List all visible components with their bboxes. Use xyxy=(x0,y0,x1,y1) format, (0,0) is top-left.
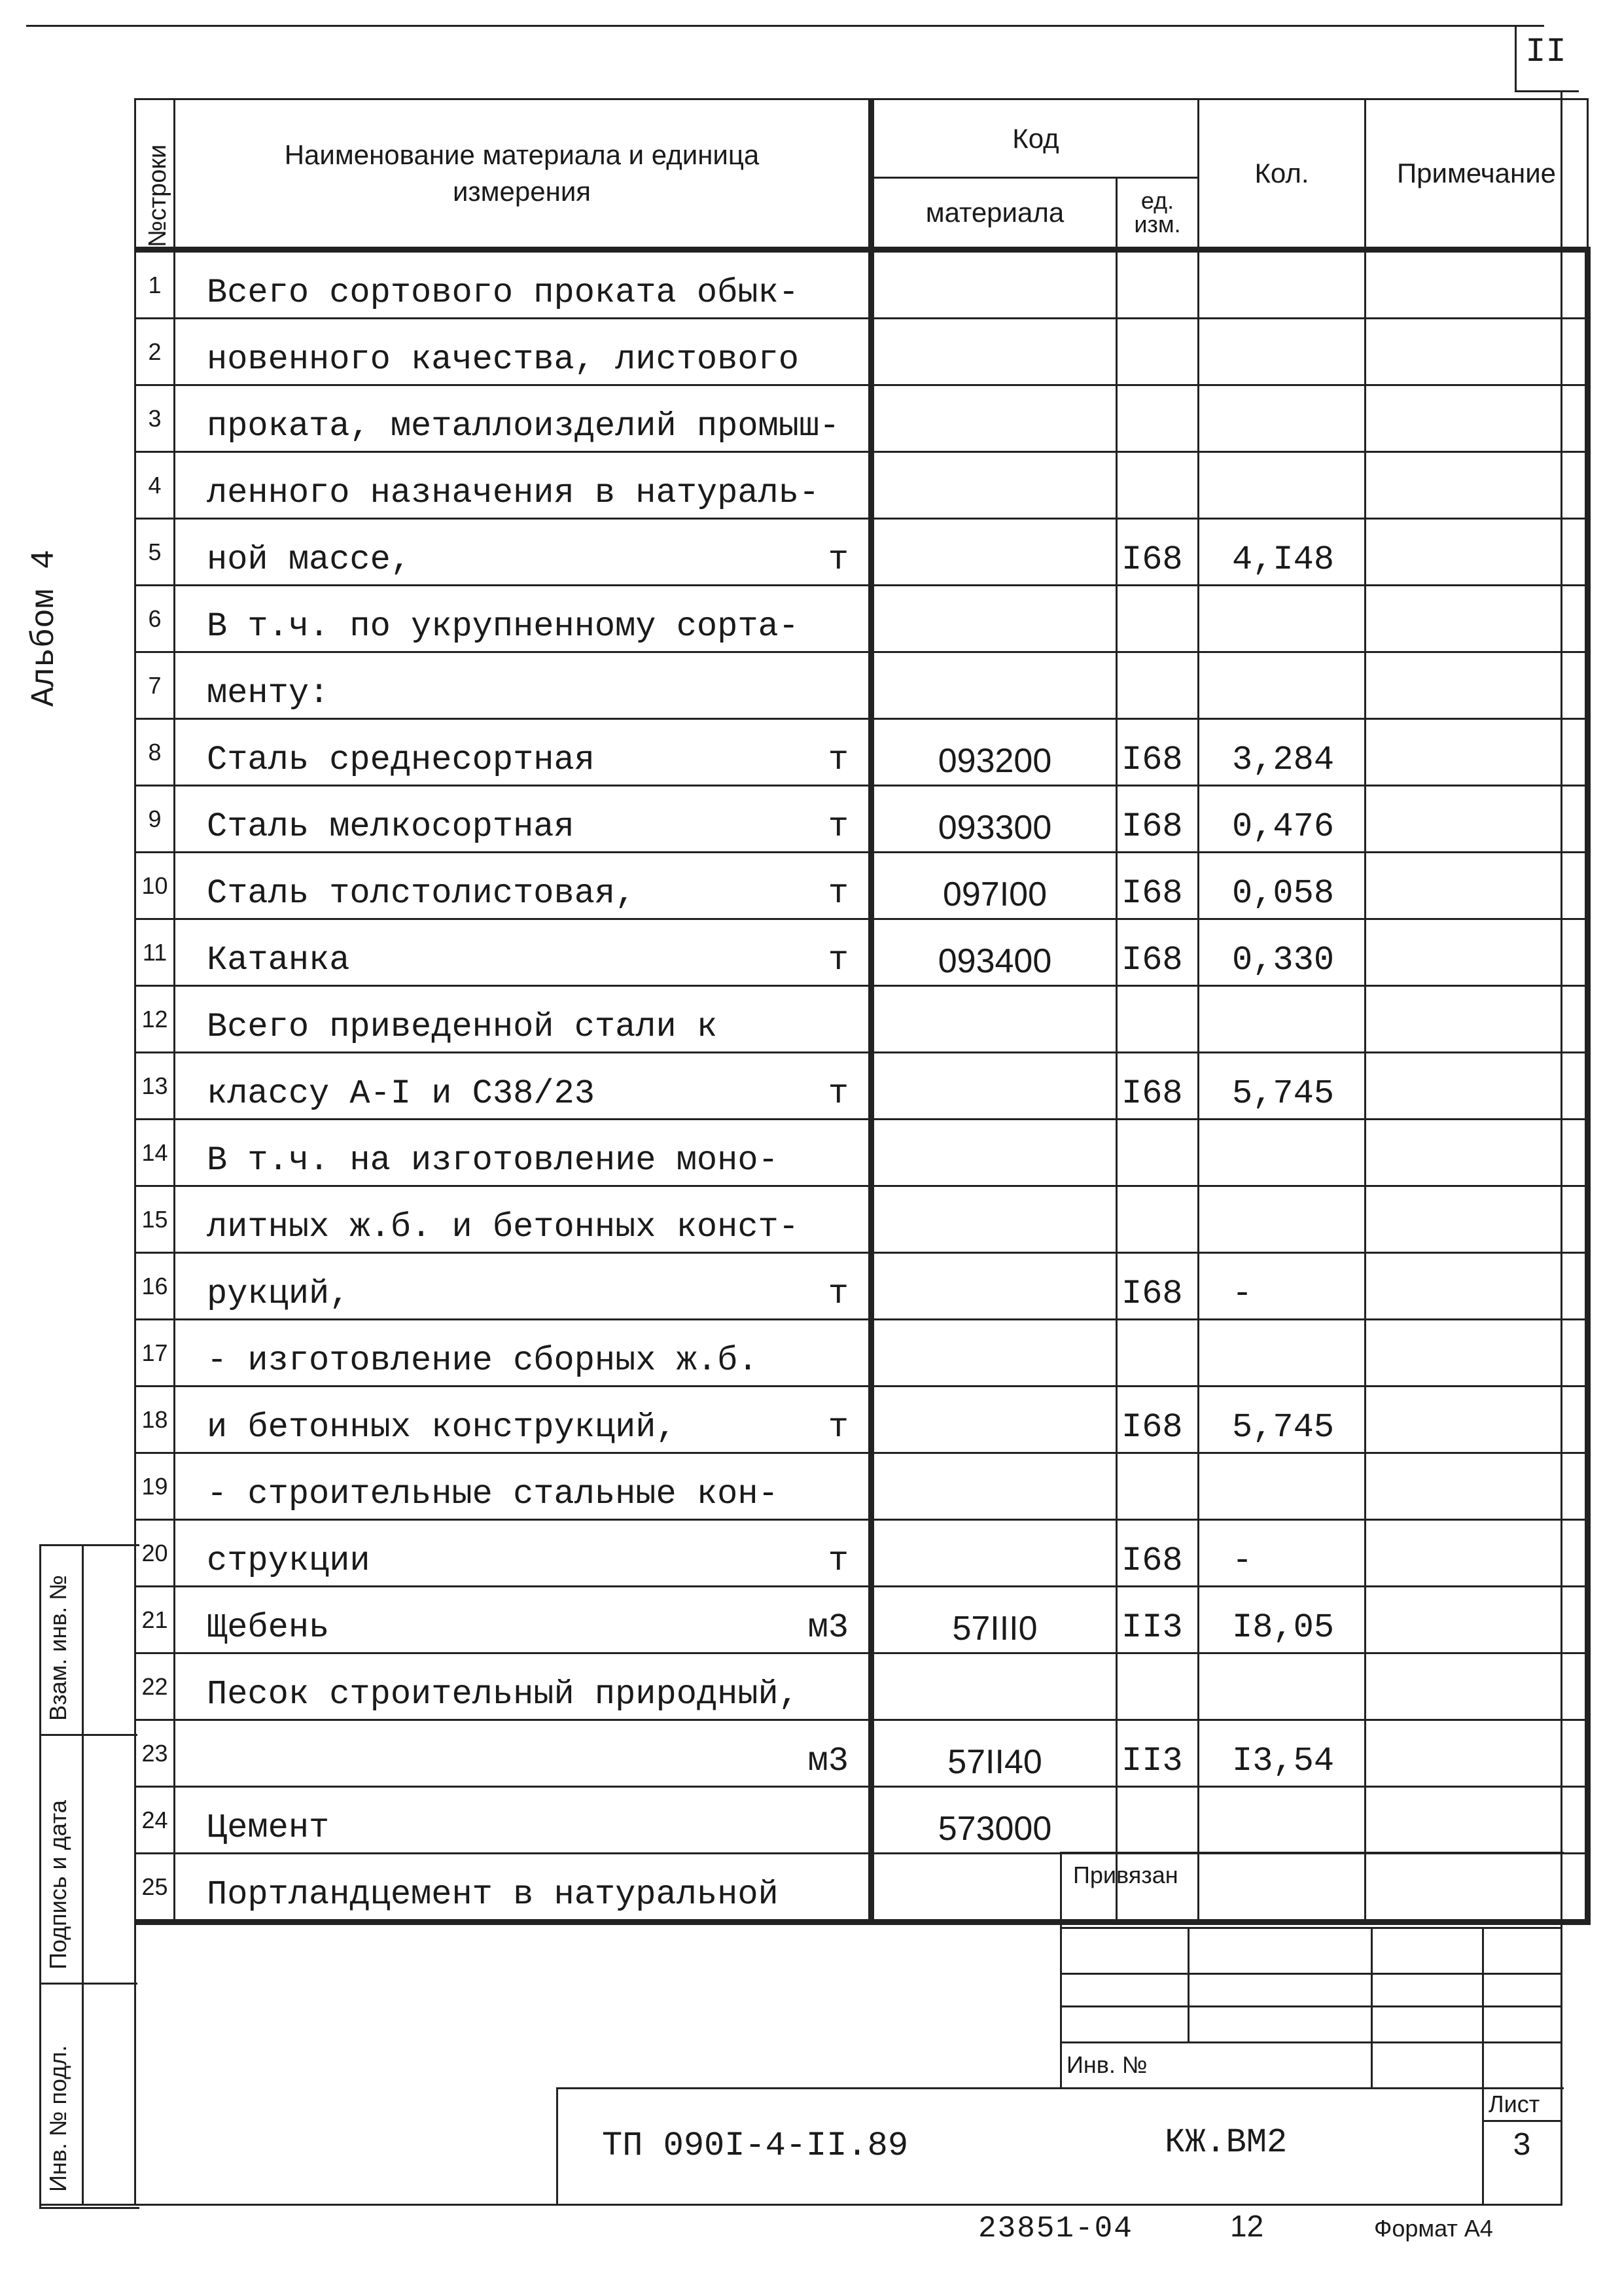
table-row xyxy=(135,1587,1588,1653)
material-code xyxy=(872,586,1117,652)
quantity: 4,I48 xyxy=(1199,519,1366,586)
row-number: 10 xyxy=(135,853,175,919)
material-name: Катанка xyxy=(207,941,350,980)
material-code: 57II40 xyxy=(872,1720,1117,1787)
material-name: Щебень xyxy=(207,1608,330,1647)
material-name: и бетонных конструкций, xyxy=(207,1408,677,1447)
unit-code xyxy=(1117,1453,1199,1520)
materials-table xyxy=(134,98,1591,1925)
quantity xyxy=(1199,250,1366,319)
material-code xyxy=(872,319,1117,385)
material-code xyxy=(872,385,1117,452)
quantity xyxy=(1199,1653,1366,1720)
note xyxy=(1366,452,1588,519)
side-stamp-separator xyxy=(39,1734,137,1736)
row-number: 24 xyxy=(135,1787,175,1854)
material-name-cell xyxy=(175,652,872,719)
row-number: 16 xyxy=(135,1253,175,1320)
note xyxy=(1366,1587,1588,1653)
table-row xyxy=(135,1253,1588,1320)
material-name-cell xyxy=(175,452,872,519)
table-row xyxy=(135,1453,1588,1520)
unit-code: I68 xyxy=(1117,853,1199,919)
side-stamp-separator xyxy=(39,1983,137,1985)
material-name: ной массе, xyxy=(207,540,412,579)
material-code: 097I00 xyxy=(872,853,1117,919)
material-unit: т xyxy=(828,1542,849,1580)
material-name: Всего сортового проката обык- xyxy=(207,274,799,312)
quantity: - xyxy=(1199,1253,1366,1320)
quantity: 0,476 xyxy=(1199,786,1366,853)
unit-code: II3 xyxy=(1117,1587,1199,1653)
unit-code: I68 xyxy=(1117,719,1199,786)
quantity xyxy=(1199,1120,1366,1186)
table-row xyxy=(135,519,1588,586)
material-name-cell xyxy=(175,719,872,786)
unit-code xyxy=(1117,1320,1199,1386)
header-qty: Кол. xyxy=(1199,99,1366,250)
quantity: 0,058 xyxy=(1199,853,1366,919)
table-row xyxy=(135,452,1588,519)
quantity xyxy=(1199,586,1366,652)
material-code xyxy=(872,1186,1117,1253)
top-frame-line xyxy=(26,25,1544,27)
material-code xyxy=(872,1053,1117,1120)
material-name-cell xyxy=(175,519,872,586)
footer-page-number: 12 xyxy=(1230,2209,1264,2243)
material-name: проката, металлоизделий промыш- xyxy=(207,407,840,446)
material-code xyxy=(872,1320,1117,1386)
note xyxy=(1366,1053,1588,1120)
material-unit: м3 xyxy=(807,1608,849,1647)
table-row xyxy=(135,1386,1588,1453)
row-number: 12 xyxy=(135,986,175,1053)
quantity xyxy=(1199,1453,1366,1520)
quantity xyxy=(1199,1186,1366,1253)
note xyxy=(1366,519,1588,586)
table-row xyxy=(135,1653,1588,1720)
material-code xyxy=(872,452,1117,519)
quantity xyxy=(1199,319,1366,385)
unit-code xyxy=(1117,986,1199,1053)
material-name-cell xyxy=(175,1854,872,1922)
bound-grid-line xyxy=(1060,2005,1562,2007)
album-label: Альбом 4 xyxy=(26,549,63,707)
quantity xyxy=(1199,1320,1366,1386)
material-name: Портландцемент в натуральной xyxy=(207,1875,779,1914)
material-name-cell xyxy=(175,1653,872,1720)
material-code xyxy=(872,1453,1117,1520)
header-code: Код xyxy=(872,99,1199,178)
sheet-number: 3 xyxy=(1513,2127,1531,2162)
quantity xyxy=(1199,452,1366,519)
bound-grid-line xyxy=(1060,1973,1562,1975)
material-name-cell xyxy=(175,1453,872,1520)
unit-code xyxy=(1117,1186,1199,1253)
quantity: I8,05 xyxy=(1199,1587,1366,1653)
unit-code: II3 xyxy=(1117,1720,1199,1787)
unit-code xyxy=(1117,1653,1199,1720)
row-number: 13 xyxy=(135,1053,175,1120)
unit-code xyxy=(1117,1120,1199,1186)
material-name-cell xyxy=(175,986,872,1053)
unit-code: I68 xyxy=(1117,1253,1199,1320)
material-name-cell xyxy=(175,1120,872,1186)
material-name: В т.ч. на изготовление моно- xyxy=(207,1141,779,1180)
material-name: литных ж.б. и бетонных конст- xyxy=(207,1208,799,1246)
table-row xyxy=(135,1120,1588,1186)
quantity: 3,284 xyxy=(1199,719,1366,786)
table-row xyxy=(135,1520,1588,1587)
material-name-cell xyxy=(175,586,872,652)
row-number: 22 xyxy=(135,1653,175,1720)
material-name-cell xyxy=(175,1787,872,1854)
table-row xyxy=(135,385,1588,452)
unit-code xyxy=(1117,319,1199,385)
bound-grid-line xyxy=(1060,2041,1562,2043)
row-number: 6 xyxy=(135,586,175,652)
row-number: 20 xyxy=(135,1520,175,1587)
material-unit: т xyxy=(828,1275,849,1313)
footer-format: Формат А4 xyxy=(1374,2215,1493,2242)
material-unit: т xyxy=(828,1408,849,1447)
quantity: 5,745 xyxy=(1199,1386,1366,1453)
material-name: новенного качества, листового xyxy=(207,340,799,379)
row-number: 8 xyxy=(135,719,175,786)
row-number: 5 xyxy=(135,519,175,586)
note xyxy=(1366,1720,1588,1787)
note xyxy=(1366,586,1588,652)
note xyxy=(1366,1653,1588,1720)
material-unit: т xyxy=(828,540,849,579)
unit-code xyxy=(1117,385,1199,452)
unit-code xyxy=(1117,1787,1199,1854)
note xyxy=(1366,986,1588,1053)
material-name-cell xyxy=(175,250,872,319)
material-name-cell xyxy=(175,1053,872,1120)
row-number: 11 xyxy=(135,919,175,986)
side-label-sign: Подпись и дата xyxy=(44,1800,71,1969)
material-code: 093400 xyxy=(872,919,1117,986)
footer-inventory-number: 23851-04 xyxy=(978,2212,1133,2246)
material-name-cell xyxy=(175,786,872,853)
row-number: 7 xyxy=(135,652,175,719)
note xyxy=(1366,786,1588,853)
unit-code xyxy=(1117,586,1199,652)
material-code xyxy=(872,250,1117,319)
material-code: 093200 xyxy=(872,719,1117,786)
material-code xyxy=(872,652,1117,719)
material-name: менту: xyxy=(207,674,330,713)
sheet-label: Лист xyxy=(1489,2091,1540,2117)
quantity xyxy=(1199,652,1366,719)
material-name-cell xyxy=(175,1587,872,1653)
row-number: 19 xyxy=(135,1453,175,1520)
header-row-number: №строки xyxy=(135,99,175,250)
material-unit: т xyxy=(828,741,849,779)
header-name: Наименование материала и единица измерения xyxy=(175,99,872,250)
material-name: Песок строительный природный, xyxy=(207,1675,799,1714)
side-stamp-divider xyxy=(82,1544,84,2205)
unit-code: I68 xyxy=(1117,1053,1199,1120)
table-row xyxy=(135,319,1588,385)
material-unit: т xyxy=(828,874,849,913)
note xyxy=(1366,1320,1588,1386)
note xyxy=(1366,1520,1588,1587)
unit-code: I68 xyxy=(1117,786,1199,853)
document-code: ТП 090I-4-II.89 xyxy=(602,2127,909,2165)
material-name: Сталь среднесортная xyxy=(207,741,595,779)
quantity xyxy=(1199,385,1366,452)
note xyxy=(1366,919,1588,986)
material-code xyxy=(872,1120,1117,1186)
note xyxy=(1366,1186,1588,1253)
row-number: 18 xyxy=(135,1386,175,1453)
material-name-cell xyxy=(175,1386,872,1453)
row-number: 23 xyxy=(135,1720,175,1787)
material-name-cell xyxy=(175,1520,872,1587)
material-name-cell xyxy=(175,853,872,919)
material-code xyxy=(872,1653,1117,1720)
table-row xyxy=(135,586,1588,652)
quantity: I3,54 xyxy=(1199,1720,1366,1787)
note xyxy=(1366,1253,1588,1320)
material-name-cell xyxy=(175,1720,872,1787)
material-name: Всего приведенной стали к xyxy=(207,1008,718,1046)
table-row xyxy=(135,1787,1588,1854)
note xyxy=(1366,1787,1588,1854)
note xyxy=(1366,1386,1588,1453)
quantity xyxy=(1199,1787,1366,1854)
table-row xyxy=(135,919,1588,986)
table-row xyxy=(135,1720,1588,1787)
table-row xyxy=(135,719,1588,786)
material-name-cell xyxy=(175,1320,872,1386)
row-number: 9 xyxy=(135,786,175,853)
header-material-code: материала xyxy=(872,178,1117,250)
row-number: 3 xyxy=(135,385,175,452)
corner-number: II xyxy=(1525,33,1566,71)
header-unit-code: ед. изм. xyxy=(1117,178,1199,250)
table-row xyxy=(135,853,1588,919)
quantity: 5,745 xyxy=(1199,1053,1366,1120)
material-name: Сталь мелкосортная xyxy=(207,807,574,846)
note xyxy=(1366,719,1588,786)
row-number: 2 xyxy=(135,319,175,385)
note xyxy=(1366,1120,1588,1186)
note xyxy=(1366,652,1588,719)
material-name: ленного назначения в натураль- xyxy=(207,474,820,512)
material-code xyxy=(872,519,1117,586)
unit-code xyxy=(1117,250,1199,319)
note xyxy=(1366,319,1588,385)
material-unit: т xyxy=(828,807,849,846)
left-frame-line xyxy=(134,1793,136,2205)
unit-code: I68 xyxy=(1117,1386,1199,1453)
table-row xyxy=(135,250,1588,319)
unit-code: I68 xyxy=(1117,1520,1199,1587)
note xyxy=(1366,1453,1588,1520)
material-name: Сталь толстолистовая, xyxy=(207,874,636,913)
unit-code: I68 xyxy=(1117,919,1199,986)
row-number: 4 xyxy=(135,452,175,519)
document-mark: КЖ.ВМ2 xyxy=(1165,2123,1288,2162)
material-name: В т.ч. по укрупненному сорта- xyxy=(207,607,799,646)
note xyxy=(1366,385,1588,452)
unit-code xyxy=(1117,452,1199,519)
material-unit: м3 xyxy=(807,1742,849,1780)
table-row xyxy=(135,1053,1588,1120)
note xyxy=(1366,250,1588,319)
material-name-cell xyxy=(175,1253,872,1320)
material-code: 093300 xyxy=(872,786,1117,853)
table-row xyxy=(135,1186,1588,1253)
bound-grid-line xyxy=(1371,1927,1373,2087)
material-code xyxy=(872,1253,1117,1320)
material-code: 573000 xyxy=(872,1787,1117,1854)
table-row xyxy=(135,1320,1588,1386)
note xyxy=(1366,853,1588,919)
side-label-vzam: Взам. инв. № xyxy=(44,1574,71,1721)
material-name: Цемент xyxy=(207,1809,330,1847)
unit-code xyxy=(1117,652,1199,719)
table-body xyxy=(135,250,1588,1922)
material-code xyxy=(872,986,1117,1053)
bound-grid-line xyxy=(1060,1927,1562,1929)
quantity: 0,330 xyxy=(1199,919,1366,986)
material-name-cell xyxy=(175,1186,872,1253)
material-name-cell xyxy=(175,919,872,986)
quantity: - xyxy=(1199,1520,1366,1587)
quantity xyxy=(1199,986,1366,1053)
table-row xyxy=(135,986,1588,1053)
material-name: классу А-I и С38/23 xyxy=(207,1074,595,1113)
inv-number-label: Инв. № xyxy=(1067,2051,1148,2078)
material-name-cell xyxy=(175,319,872,385)
row-number: 21 xyxy=(135,1587,175,1653)
unit-code: I68 xyxy=(1117,519,1199,586)
row-number: 17 xyxy=(135,1320,175,1386)
material-unit: т xyxy=(828,941,849,980)
material-code xyxy=(872,1386,1117,1453)
row-number: 1 xyxy=(135,250,175,319)
material-code xyxy=(872,1520,1117,1587)
bound-grid-line xyxy=(1188,1927,1190,2041)
sheet-separator xyxy=(1482,2120,1562,2122)
material-name: - изготовление сборных ж.б. xyxy=(207,1341,758,1380)
material-unit: т xyxy=(828,1074,849,1113)
side-label-inv: Инв. № подл. xyxy=(44,2045,71,2192)
bound-grid-line xyxy=(1482,1927,1484,2087)
row-number: 14 xyxy=(135,1120,175,1186)
row-number: 25 xyxy=(135,1854,175,1922)
material-name: рукций, xyxy=(207,1275,350,1313)
material-name-cell xyxy=(175,385,872,452)
table-row xyxy=(135,786,1588,853)
material-name: - строительные стальные кон- xyxy=(207,1475,779,1513)
header-note: Примечание xyxy=(1366,99,1588,250)
table-row xyxy=(135,652,1588,719)
material-code: 57III0 xyxy=(872,1587,1117,1653)
bound-label: Привязан xyxy=(1073,1862,1178,1888)
row-number: 15 xyxy=(135,1186,175,1253)
material-name: струкции xyxy=(207,1542,370,1580)
